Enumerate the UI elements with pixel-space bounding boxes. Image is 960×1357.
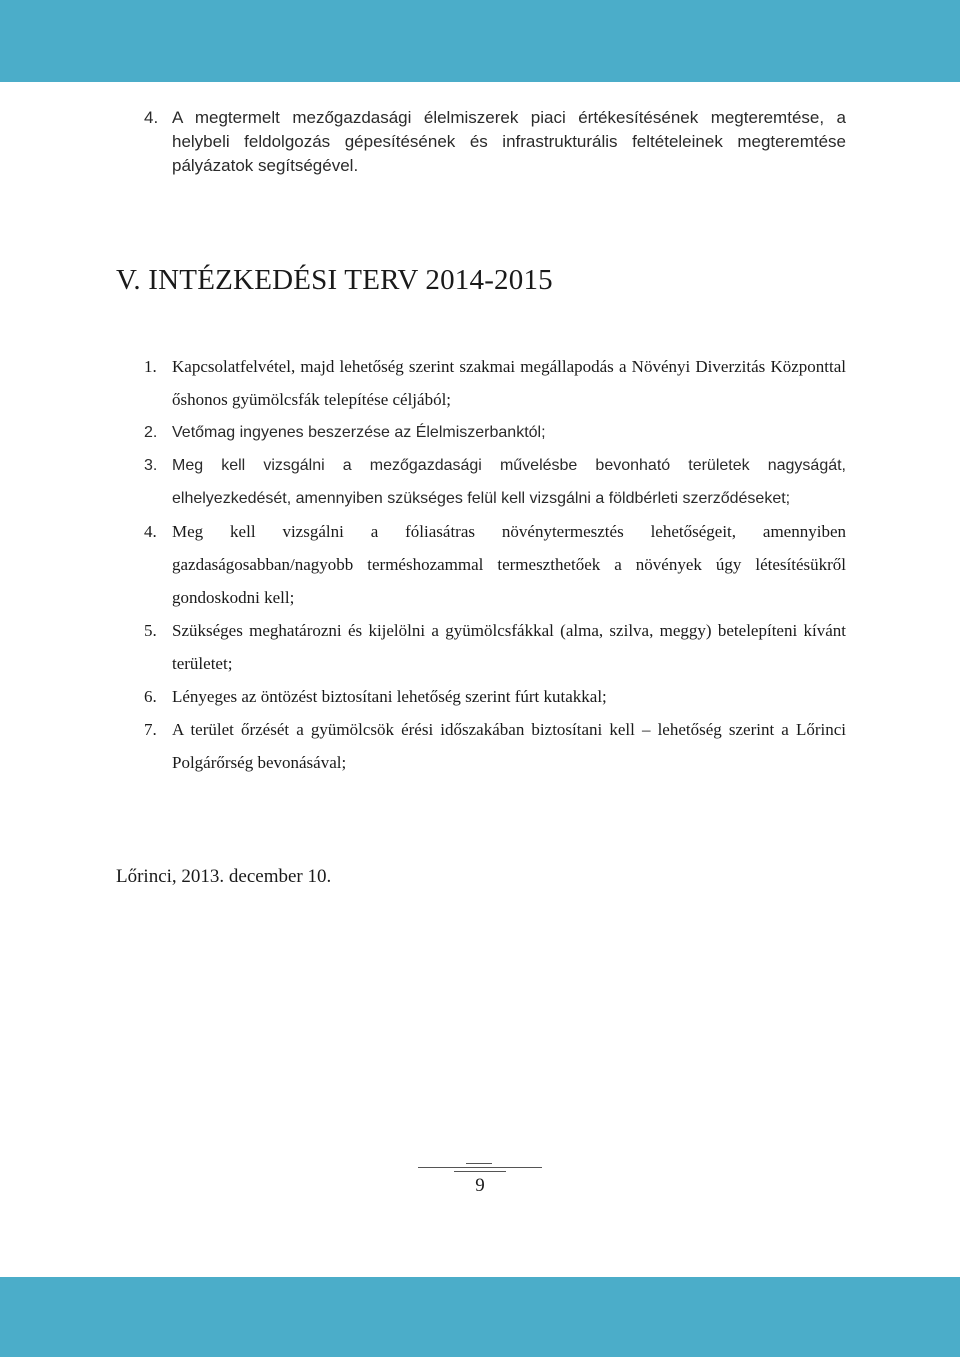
- plan-item-1: [144, 350, 846, 416]
- list-item-text: A terület őrzését a gyümölcsök érési időszakában biztosítani kell – lehetőség szerint a Lőrinci Polgárőrség bevonásával;: [172, 720, 846, 772]
- list-item-number: 2.: [144, 424, 158, 441]
- page-number: 9: [475, 1175, 485, 1196]
- list-item-number: 4.: [144, 108, 159, 127]
- list-item-text: Meg kell vizsgálni a mezőgazdasági művelésbe bevonható területek nagyságát, elhelyezkedését, amennyiben szükséges felül kell vizsgálni a földbérleti szerződéseket;: [172, 457, 846, 507]
- plan-item-4: [144, 515, 846, 614]
- list-item-text: Meg kell vizsgálni a fóliasátras növénytermesztés lehetőségeit, amennyiben gazdaságosabban/nagyobb terméshozammal termeszthetőek a növények úgy létesítésükről gondoskodni kell;: [172, 522, 846, 607]
- plan-item-6: [144, 680, 846, 713]
- list-item-number: 5.: [144, 621, 157, 640]
- footer-bar: [0, 1277, 960, 1357]
- intro-list: [144, 106, 846, 178]
- list-item-text: Vetőmag ingyenes beszerzése az Élelmiszerbanktól;: [172, 424, 546, 441]
- plan-item-2: [144, 416, 846, 449]
- intro-list-item: [144, 106, 846, 178]
- list-item-text: Szükséges meghatározni és kijelölni a gyümölcsfákkal (alma, szilva, meggy) betelepíteni kívánt területet;: [172, 621, 846, 673]
- list-item-text: A megtermelt mezőgazdasági élelmiszerek piaci értékesítésének megteremtése, a helybeli feldolgozás gépesítésének és infrastrukturális feltételeinek megteremtése pályázatok segítségével.: [172, 108, 846, 175]
- list-item-number: 7.: [144, 720, 157, 739]
- action-plan-list: [144, 350, 846, 779]
- list-item-text: Lényeges az öntözést biztosítani lehetőség szerint fúrt kutakkal;: [172, 687, 607, 706]
- list-item-number: 4.: [144, 522, 157, 541]
- place-date: Lőrinci, 2013. december 10.: [116, 866, 332, 887]
- plan-item-7: [144, 713, 846, 779]
- list-item-number: 3.: [144, 457, 158, 474]
- footer-divider: [454, 1171, 506, 1172]
- list-item-number: 6.: [144, 687, 157, 706]
- plan-item-5: [144, 614, 846, 680]
- list-item-text: Kapcsolatfelvétel, majd lehetőség szerint szakmai megállapodás a Növényi Diverzitás Központtal őshonos gyümölcsfák telepítése céljából;: [172, 357, 846, 409]
- footer-divider: [466, 1163, 492, 1164]
- header-bar: [0, 0, 960, 82]
- section-heading: V. INTÉZKEDÉSI TERV 2014-2015: [116, 264, 553, 296]
- footer-divider: [418, 1167, 542, 1168]
- plan-item-3: [144, 449, 846, 515]
- list-item-number: 1.: [144, 357, 157, 376]
